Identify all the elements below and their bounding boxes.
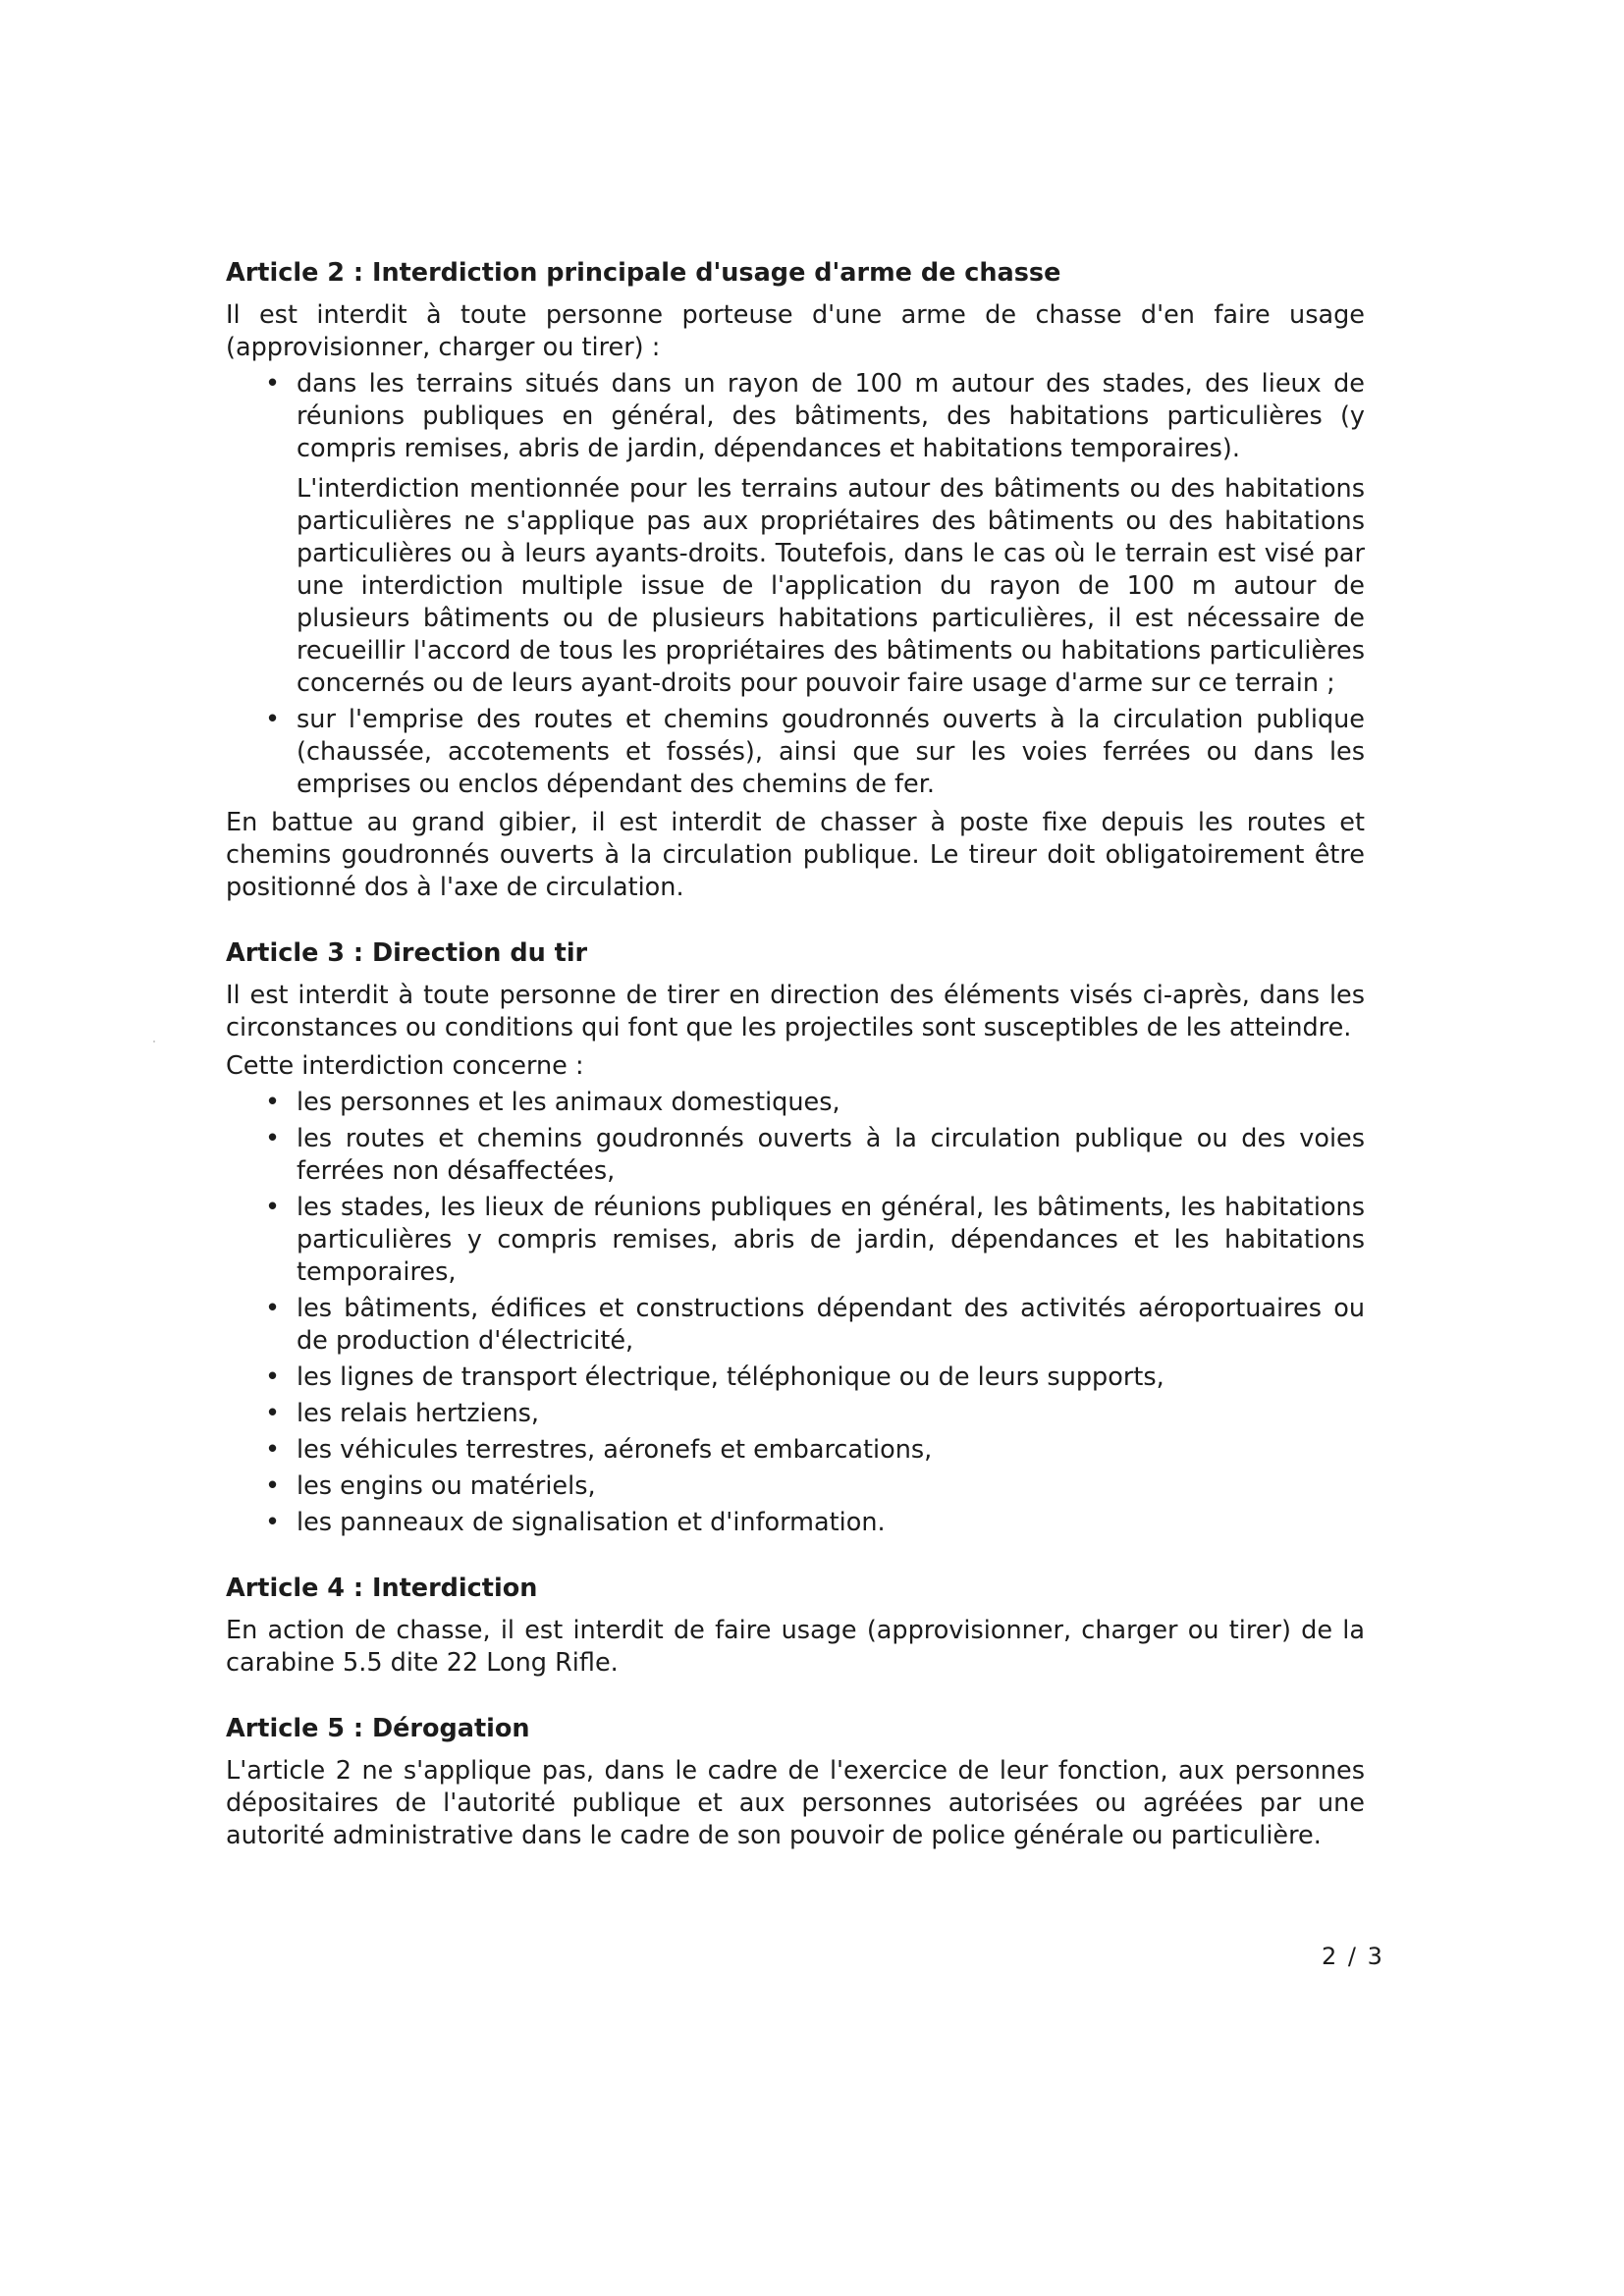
page-number: 2 / 3	[1322, 1943, 1384, 1970]
article-3-item: les véhicules terrestres, aéronefs et embarcations,	[297, 1435, 933, 1465]
document-page	[226, 257, 1365, 1886]
article-3-item: les lignes de transport électrique, téléphonique ou de leurs supports,	[297, 1362, 1164, 1392]
bullet-icon: •	[265, 705, 281, 734]
bullet-icon: •	[265, 369, 281, 399]
scan-speck	[153, 1041, 155, 1042]
list-item	[265, 1293, 1365, 1358]
article-2-list	[226, 368, 1365, 801]
article-3-title: Article 3 : Direction du tir	[226, 938, 588, 968]
list-item	[265, 704, 1365, 801]
article-4	[226, 1573, 1365, 1680]
article-3-item: les relais hertziens,	[297, 1399, 540, 1428]
article-2-intro: Il est interdit à toute personne porteuse d'une arme de chasse d'en faire usage (approvisionner, charger ou tirer) :	[226, 300, 1365, 362]
bullet-icon: •	[265, 1399, 281, 1428]
list-item	[265, 1123, 1365, 1188]
article-3-item: les routes et chemins goudronnés ouverts à la circulation publique ou des voies ferrées non désaffectées,	[297, 1124, 1365, 1186]
list-item	[265, 1434, 1365, 1467]
bullet-icon: •	[265, 1124, 281, 1153]
bullet-icon: •	[265, 1471, 281, 1501]
article-2-closing: En battue au grand gibier, il est interdit de chasser à poste fixe depuis les routes et chemins goudronnés ouverts à la circulation publique. Le tireur doit obligatoirement être positionné dos à l'axe de circulation.	[226, 808, 1365, 902]
list-item	[265, 1507, 1365, 1539]
article-3-item: les panneaux de signalisation et d'information.	[297, 1508, 886, 1537]
list-item	[265, 1362, 1365, 1394]
article-3-intro: Il est interdit à toute personne de tirer en direction des éléments visés ci-après, dans les circonstances ou conditions qui font que les projectiles sont susceptibles de les atteindre.	[226, 981, 1365, 1042]
bullet-icon: •	[265, 1362, 281, 1392]
list-item	[265, 1398, 1365, 1430]
article-5-title: Article 5 : Dérogation	[226, 1714, 530, 1743]
article-2-item-2: sur l'emprise des routes et chemins goudronnés ouverts à la circulation publique (chaussée, accotements et fossés), ainsi que sur les voies ferrées ou dans les emprises ou enclos dépendant des chemins de fer.	[297, 705, 1365, 799]
list-item	[265, 1192, 1365, 1289]
article-3	[226, 937, 1365, 1539]
article-5-body: L'article 2 ne s'applique pas, dans le cadre de l'exercice de leur fonction, aux personnes dépositaires de l'autorité publique et aux personnes autorisées ou agréées par une autorité administrative dans le cadre de son pouvoir de police générale ou particulière.	[226, 1756, 1365, 1850]
article-3-item: les bâtiments, édifices et constructions dépendant des activités aéroportuaires ou de production d'électricité,	[297, 1294, 1365, 1356]
bullet-icon: •	[265, 1435, 281, 1465]
article-3-list	[226, 1087, 1365, 1539]
bullet-icon: •	[265, 1193, 281, 1222]
article-3-item: les personnes et les animaux domestiques,	[297, 1088, 840, 1117]
article-3-lead: Cette interdiction concerne :	[226, 1051, 584, 1081]
article-2	[226, 257, 1365, 904]
bullet-icon: •	[265, 1294, 281, 1323]
article-4-body: En action de chasse, il est interdit de faire usage (approvisionner, charger ou tirer) de la carabine 5.5 dite 22 Long Rifle.	[226, 1616, 1365, 1678]
article-2-title: Article 2 : Interdiction principale d'usage d'arme de chasse	[226, 258, 1061, 288]
list-item	[265, 368, 1365, 700]
bullet-icon: •	[265, 1508, 281, 1537]
article-3-item: les engins ou matériels,	[297, 1471, 596, 1501]
list-item	[265, 1087, 1365, 1119]
article-3-item: les stades, les lieux de réunions publiques en général, les bâtiments, les habitations particulières y compris remises, abris de jardin, dépendances et les habitations temporaires,	[297, 1193, 1365, 1287]
list-item	[265, 1470, 1365, 1503]
article-4-title: Article 4 : Interdiction	[226, 1574, 538, 1603]
article-5	[226, 1713, 1365, 1852]
article-2-item-1-detail: L'interdiction mentionnée pour les terrains autour des bâtiments ou des habitations particulières ne s'applique pas aux propriétaires des bâtiments ou des habitations particulières ou à leurs ayants-droits. Toutefois, dans le cas où le terrain est visé par une interdiction multiple issue de l'application du rayon de 100 m autour de plusieurs bâtiments ou de plusieurs habitations particulières, il est nécessaire de recueillir l'accord de tous les propriétaires des bâtiments ou habitations particulières concernés ou de leurs ayant-droits pour pouvoir faire usage d'arme sur ce terrain ;	[297, 474, 1365, 698]
article-2-item-1: dans les terrains situés dans un rayon de 100 m autour des stades, des lieux de réunions publiques en général, des bâtiments, des habitations particulières (y compris remises, abris de jardin, dépendances et habitations temporaires).	[297, 369, 1365, 463]
bullet-icon: •	[265, 1088, 281, 1117]
